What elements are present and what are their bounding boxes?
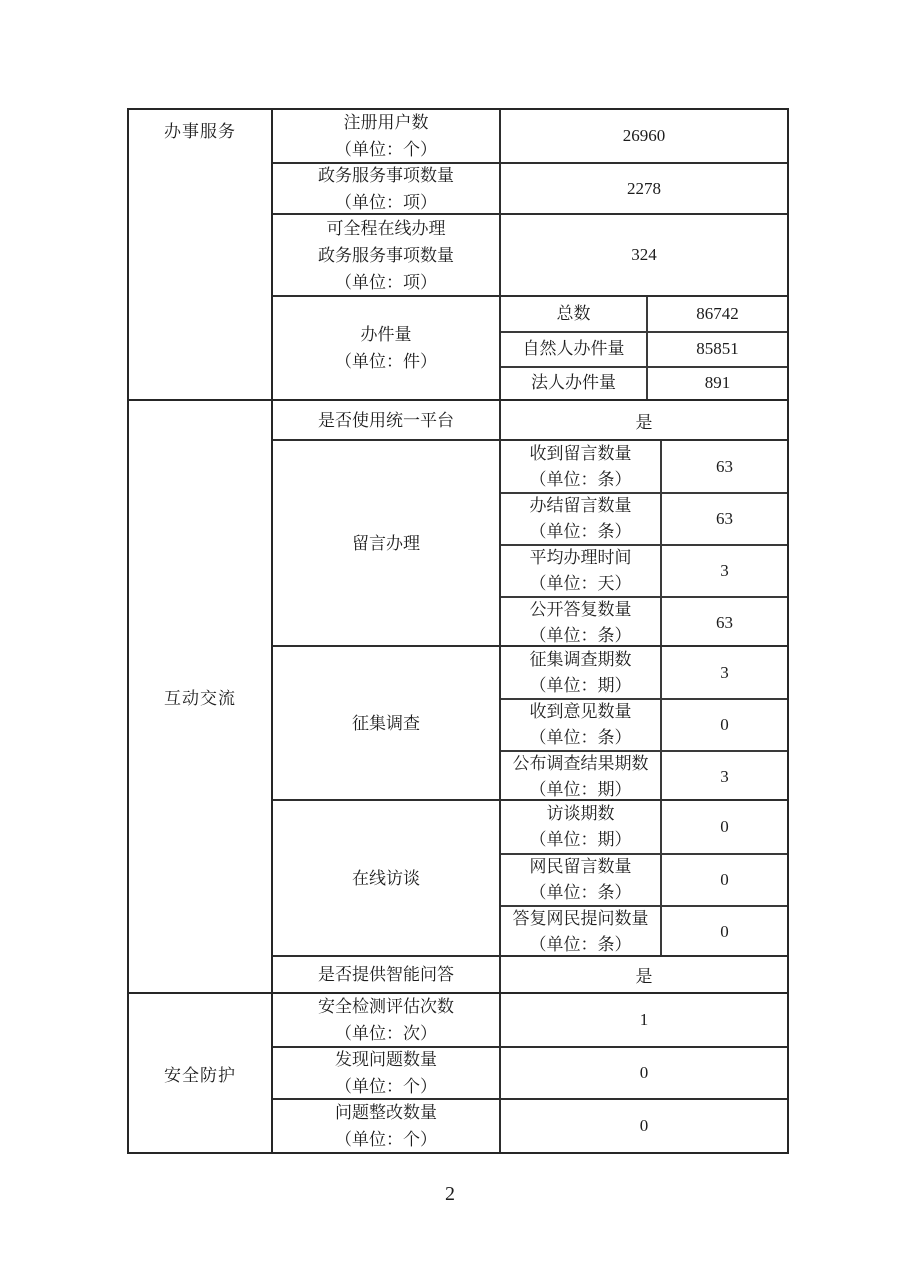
section-security-body — [273, 994, 787, 1152]
security-assessments-label: 安全检测评估次数 — [318, 997, 454, 1016]
row-problems-rectified — [273, 1098, 787, 1152]
subrow-survey-periods — [501, 647, 787, 698]
survey-results-value: 3 — [720, 766, 729, 786]
statistics-table — [127, 108, 789, 1154]
survey-opinions-unit: （单位：条） — [529, 728, 632, 747]
row-problems-found — [273, 1046, 787, 1098]
section-security — [129, 992, 787, 1152]
security-assessments-label-cell — [273, 994, 501, 1046]
row-smart-qa — [273, 955, 787, 992]
messages-completed-label-cell — [501, 494, 662, 544]
section-interaction — [129, 399, 787, 992]
section-services-body — [273, 110, 787, 399]
survey-periods-label-cell — [501, 647, 662, 698]
interview-replies-label: 答复网民提问数量 — [512, 909, 649, 928]
interview-label-cell — [273, 801, 501, 955]
row-survey-group — [273, 645, 787, 799]
unified-platform-value: 是 — [635, 412, 653, 432]
public-replies-value: 63 — [716, 612, 733, 632]
survey-periods-unit: （单位：期） — [529, 675, 632, 695]
messages-received-label-cell — [501, 441, 662, 492]
subrow-interview-periods — [501, 801, 787, 853]
message-handling-subtable — [501, 441, 787, 645]
cases-total-value: 86742 — [696, 304, 739, 324]
interview-periods-unit: （单位：期） — [529, 830, 632, 849]
registered-users-label-cell — [273, 110, 501, 162]
smart-qa-label-cell — [273, 957, 501, 992]
interview-periods-value: 0 — [720, 817, 729, 836]
survey-subtable — [501, 647, 787, 799]
service-items-value: 2278 — [627, 178, 661, 198]
public-replies-label-cell — [501, 598, 662, 647]
subrow-interview-replies — [501, 905, 787, 957]
smart-qa-value: 是 — [635, 967, 653, 986]
row-registered-users — [273, 110, 787, 162]
survey-results-unit: （单位：期） — [529, 779, 632, 799]
messages-received-unit: （单位：条） — [529, 469, 632, 489]
netizen-messages-label: 网民留言数量 — [529, 857, 632, 876]
registered-users-value: 26960 — [622, 126, 666, 145]
interview-replies-value: 0 — [720, 922, 729, 941]
section-interaction-body — [273, 401, 787, 992]
online-items-unit: （单位：项） — [335, 272, 437, 292]
subrow-cases-natural — [501, 331, 787, 365]
interview-subtable — [501, 801, 787, 955]
page-number: 2 — [445, 1183, 455, 1205]
interview-periods-label-cell — [501, 801, 662, 853]
unified-platform-label-cell — [273, 401, 501, 439]
category-cell-security: 安全防护 — [129, 994, 273, 1152]
survey-results-label-cell — [501, 752, 662, 801]
row-interview-group — [273, 799, 787, 955]
problems-found-label-cell — [273, 1048, 501, 1098]
problems-rectified-value: 0 — [639, 1116, 649, 1135]
row-online-items — [273, 213, 787, 295]
public-replies-label: 公开答复数量 — [529, 599, 632, 619]
service-items-label: 政务服务事项数量 — [318, 165, 454, 185]
online-items-label-cell — [273, 215, 501, 295]
survey-opinions-value: 0 — [720, 715, 729, 734]
subrow-messages-completed — [501, 492, 787, 544]
messages-received-label: 收到留言数量 — [529, 443, 632, 463]
netizen-messages-value: 0 — [720, 870, 729, 889]
cases-unit: （单位：件） — [335, 352, 437, 371]
subrow-cases-legal — [501, 366, 787, 399]
cases-total-label: 总数 — [501, 297, 648, 331]
public-replies-unit: （单位：条） — [529, 625, 632, 645]
subrow-avg-handling-time — [501, 544, 787, 596]
smart-qa-label: 是否提供智能问答 — [318, 965, 454, 984]
registered-users-unit: （单位：个） — [335, 140, 437, 159]
subrow-survey-opinions — [501, 698, 787, 750]
online-items-label-line1: 可全程在线办理 — [326, 218, 446, 238]
category-cell-interaction: 互动交流 — [129, 401, 273, 992]
cases-label-cell — [273, 297, 501, 399]
interview-label: 在线访谈 — [352, 868, 420, 888]
unified-platform-label: 是否使用统一平台 — [318, 410, 454, 430]
security-assessments-value: 1 — [639, 1010, 649, 1029]
cases-natural-value: 85851 — [696, 339, 739, 359]
interview-replies-unit: （单位：条） — [529, 935, 632, 954]
survey-opinions-label: 收到意见数量 — [529, 702, 632, 721]
row-cases-group — [273, 295, 787, 399]
netizen-messages-unit: （单位：条） — [529, 883, 632, 902]
row-security-assessments — [273, 994, 787, 1046]
interview-replies-label-cell — [501, 907, 662, 957]
survey-opinions-label-cell — [501, 700, 662, 750]
survey-results-label: 公布调查结果期数 — [512, 753, 649, 773]
messages-received-value: 63 — [716, 456, 733, 476]
online-items-value: 324 — [631, 245, 657, 264]
cases-legal-label: 法人办件量 — [501, 368, 648, 399]
problems-found-value: 0 — [639, 1063, 649, 1082]
section-services — [129, 110, 787, 399]
subrow-netizen-messages — [501, 853, 787, 905]
problems-found-label: 发现问题数量 — [335, 1050, 437, 1069]
avg-handling-time-unit: （单位：天） — [529, 574, 632, 593]
problems-rectified-label-cell — [273, 1100, 501, 1152]
message-handling-label-cell — [273, 441, 501, 645]
netizen-messages-label-cell — [501, 855, 662, 905]
service-items-unit: （单位：项） — [335, 192, 437, 212]
messages-completed-value: 63 — [716, 509, 733, 528]
survey-label: 征集调查 — [352, 713, 420, 733]
problems-found-unit: （单位：个） — [335, 1077, 437, 1096]
avg-handling-time-label: 平均办理时间 — [529, 548, 632, 567]
problems-rectified-unit: （单位：个） — [335, 1130, 437, 1149]
survey-periods-value: 3 — [720, 662, 729, 682]
online-items-label-line2: 政务服务事项数量 — [318, 245, 454, 265]
row-service-items — [273, 162, 787, 213]
subrow-messages-received — [501, 441, 787, 492]
service-items-label-cell — [273, 164, 501, 213]
avg-handling-time-label-cell — [501, 546, 662, 596]
row-message-handling-group — [273, 439, 787, 645]
cases-subtable — [501, 297, 787, 399]
survey-label-cell — [273, 647, 501, 799]
message-handling-label: 留言办理 — [352, 533, 420, 553]
messages-completed-unit: （单位：条） — [529, 522, 632, 541]
subrow-public-replies — [501, 596, 787, 647]
messages-completed-label: 办结留言数量 — [529, 496, 632, 515]
registered-users-label: 注册用户数 — [343, 113, 429, 132]
security-assessments-unit: （单位：次） — [335, 1024, 437, 1043]
problems-rectified-label: 问题整改数量 — [335, 1103, 437, 1122]
subrow-survey-results — [501, 750, 787, 801]
cases-natural-label: 自然人办件量 — [501, 333, 648, 365]
row-unified-platform — [273, 401, 787, 439]
interview-periods-label: 访谈期数 — [546, 804, 615, 823]
cases-legal-value: 891 — [704, 373, 731, 393]
category-cell-services: 办事服务 — [129, 110, 273, 399]
subrow-cases-total — [501, 297, 787, 331]
avg-handling-time-value: 3 — [720, 561, 729, 580]
cases-label: 办件量 — [360, 325, 412, 344]
survey-periods-label: 征集调查期数 — [529, 649, 632, 669]
